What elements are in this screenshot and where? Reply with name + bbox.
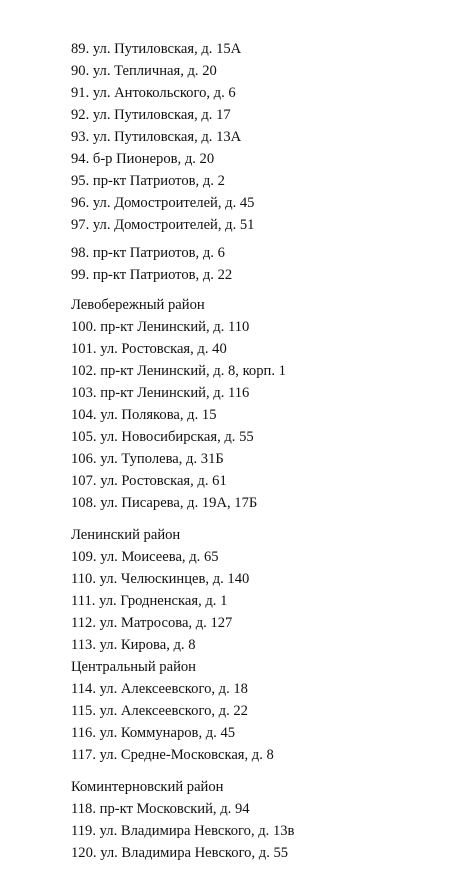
address-item: 108. ул. Писарева, д. 19А, 17Б bbox=[71, 495, 258, 511]
address-item: 111. ул. Гродненская, д. 1 bbox=[71, 593, 228, 609]
address-item: 101. ул. Ростовская, д. 40 bbox=[71, 341, 227, 357]
address-item: 105. ул. Новосибирская, д. 55 bbox=[71, 429, 254, 445]
address-item: 104. ул. Полякова, д. 15 bbox=[71, 407, 217, 423]
address-item: 112. ул. Матросова, д. 127 bbox=[71, 615, 233, 631]
address-item: 95. пр-кт Патриотов, д. 2 bbox=[71, 173, 225, 189]
block-spacer bbox=[71, 514, 451, 524]
address-item: 113. ул. Кирова, д. 8 bbox=[71, 637, 196, 653]
district-section bbox=[71, 776, 451, 864]
district-section bbox=[71, 294, 451, 514]
address-item: 94. б-р Пионеров, д. 20 bbox=[71, 151, 215, 167]
address-item: 114. ул. Алексеевского, д. 18 bbox=[71, 681, 248, 697]
address-block bbox=[71, 242, 451, 286]
address-item: 97. ул. Домостроителей, д. 51 bbox=[71, 217, 255, 233]
address-item: 116. ул. Коммунаров, д. 45 bbox=[71, 725, 236, 741]
district-heading: Коминтерновский район bbox=[71, 779, 224, 795]
block-spacer bbox=[71, 766, 451, 776]
address-item: 106. ул. Туполева, д. 31Б bbox=[71, 451, 224, 467]
address-item: 100. пр-кт Ленинский, д. 110 bbox=[71, 319, 250, 335]
address-item: 120. ул. Владимира Невского, д. 55 bbox=[71, 845, 289, 861]
address-item: 91. ул. Антокольского, д. 6 bbox=[71, 85, 236, 101]
address-item: 90. ул. Тепличная, д. 20 bbox=[71, 63, 217, 79]
address-item: 98. пр-кт Патриотов, д. 6 bbox=[71, 245, 225, 261]
address-item: 89. ул. Путиловская, д. 15А bbox=[71, 41, 242, 57]
address-item: 107. ул. Ростовская, д. 61 bbox=[71, 473, 227, 489]
district-heading: Ленинский район bbox=[71, 527, 181, 543]
address-item: 93. ул. Путиловская, д. 13А bbox=[71, 129, 242, 145]
district-section bbox=[71, 656, 451, 766]
block-spacer bbox=[71, 286, 451, 294]
district-heading: Центральный район bbox=[71, 659, 196, 675]
address-item: 96. ул. Домостроителей, д. 45 bbox=[71, 195, 255, 211]
address-item: 117. ул. Средне-Московская, д. 8 bbox=[71, 747, 274, 763]
address-item: 102. пр-кт Ленинский, д. 8, корп. 1 bbox=[71, 363, 286, 379]
address-item: 119. ул. Владимира Невского, д. 13в bbox=[71, 823, 295, 839]
address-item: 99. пр-кт Патриотов, д. 22 bbox=[71, 267, 233, 283]
address-item: 103. пр-кт Ленинский, д. 116 bbox=[71, 385, 250, 401]
address-item: 118. пр-кт Московский, д. 94 bbox=[71, 801, 250, 817]
address-item: 92. ул. Путиловская, д. 17 bbox=[71, 107, 231, 123]
address-list-document bbox=[71, 38, 451, 864]
address-item: 109. ул. Моисеева, д. 65 bbox=[71, 549, 219, 565]
address-item: 110. ул. Челюскинцев, д. 140 bbox=[71, 571, 250, 587]
district-heading: Левобережный район bbox=[71, 297, 205, 313]
address-block bbox=[71, 38, 451, 236]
district-section bbox=[71, 524, 451, 656]
address-item: 115. ул. Алексеевского, д. 22 bbox=[71, 703, 248, 719]
